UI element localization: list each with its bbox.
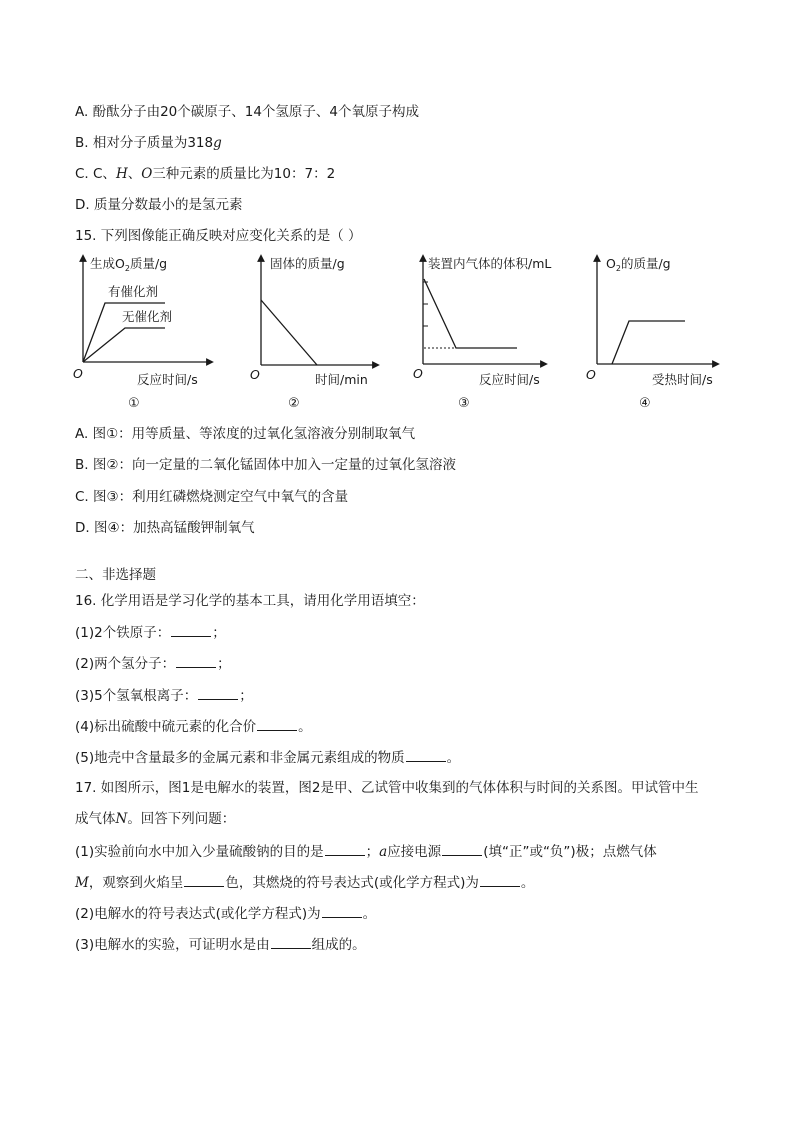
graph-2-xlabel: 时间/min [315, 372, 368, 387]
answer-blank[interactable] [176, 653, 216, 668]
q14-option-b: B. 相对分子质量为318g [75, 135, 222, 151]
answer-blank[interactable] [322, 903, 362, 918]
graph-1-number: ① [128, 396, 140, 411]
graph-3-origin: O [413, 366, 423, 381]
q16-part-2: (2)两个氢分子： ； [75, 653, 231, 674]
answer-blank[interactable] [480, 872, 520, 887]
q14-option-d: D. 质量分数最小的是氢元素 [75, 197, 243, 213]
graph-4-ylabel: $O_2$的质量/g [606, 256, 671, 273]
graph-1-ylabel: 生成$O_2$质量/g [90, 256, 168, 273]
graph-4-number: ④ [639, 396, 651, 411]
graph-4 [584, 252, 734, 412]
q16-part-4: (4)标出硫酸中硫元素的化合价 。 [75, 716, 312, 737]
graph-2-number: ② [288, 396, 300, 411]
graph-3-xlabel: 反应时间/s [479, 372, 540, 387]
graph-1-origin: O [73, 366, 83, 381]
q16-part-5: (5)地壳中含量最多的金属元素和非金属元素组成的物质 。 [75, 747, 460, 768]
q16-part-1: (1)2个铁原子： ； [75, 622, 226, 643]
graph-1-label-no-catalyst: 无催化剂 [122, 309, 173, 324]
graph-2 [248, 252, 388, 412]
section-title: 二、非选择题 [75, 567, 156, 583]
q15-stem: 15. 下列图像能正确反映对应变化关系的是（ ） [75, 228, 362, 244]
graph-4-line [612, 321, 685, 364]
q15-option-a: A. 图①：用等质量、等浓度的过氧化氢溶液分别制取氧气 [75, 426, 416, 442]
q17-part-2: (2)电解水的符号表达式(或化学方程式)为 。 [75, 903, 376, 924]
q17-part-1-line-1: (1)实验前向水中加入少量硫酸钠的目的是 ；a应接电源 (填“正”或“负”)极；点燃气体 [75, 841, 657, 862]
q17-part-3: (3)电解水的实验，可证明水是由 组成的。 [75, 934, 366, 955]
graph-4-xlabel: 受热时间/s [652, 372, 713, 387]
q16-stem: 16. 化学用语是学习化学的基本工具，请用化学用语填空： [75, 593, 425, 609]
answer-blank[interactable] [198, 685, 238, 700]
q17-stem-line-2: 成气体N。回答下列问题： [75, 811, 236, 827]
graph-4-origin: O [586, 367, 596, 382]
answer-blank[interactable] [171, 622, 211, 637]
graph-3-ylabel: 装置内气体的体积/mL [428, 256, 552, 271]
graph-3-number: ③ [458, 396, 470, 411]
answer-blank[interactable] [184, 872, 224, 887]
q14-option-c: C. C、H、O三种元素的质量比为10：7：2 [75, 166, 336, 182]
q17-part-1-line-2: M，观察到火焰呈 色，其燃烧的符号表达式(或化学方程式)为 。 [75, 872, 534, 893]
q17-stem-line-1: 17. 如图所示，图1是电解水的装置，图2是甲、乙试管中收集到的气体体积与时间的关系图。甲试管中生 [75, 780, 699, 796]
q15-option-c: C. 图③：利用红磷燃烧测定空气中氧气的含量 [75, 489, 349, 505]
answer-blank[interactable] [442, 841, 482, 856]
graph-2-origin: O [250, 367, 260, 382]
q15-option-b: B. 图②：向一定量的二氧化锰固体中加入一定量的过氧化氢溶液 [75, 457, 456, 473]
q16-part-3: (3)5个氢氧根离子： ； [75, 685, 253, 706]
graph-1-label-catalyst: 有催化剂 [108, 284, 159, 299]
graph-2-line [261, 300, 317, 365]
graph-3-line [424, 279, 517, 348]
q15-option-d: D. 图④：加热高锰酸钾制氧气 [75, 520, 255, 536]
q14-option-a: A. 酚酞分子由20个碳原子、14个氢原子、4个氧原子构成 [75, 104, 420, 120]
answer-blank[interactable] [257, 716, 297, 731]
graph-3 [410, 252, 570, 412]
answer-blank[interactable] [325, 841, 365, 856]
graph-2-ylabel: 固体的质量/g [270, 256, 345, 271]
graph-1-xlabel: 反应时间/s [137, 372, 198, 387]
graph-1 [70, 252, 210, 412]
graph-1-line-no-catalyst [83, 328, 165, 362]
answer-blank[interactable] [406, 747, 446, 762]
answer-blank[interactable] [271, 934, 311, 949]
